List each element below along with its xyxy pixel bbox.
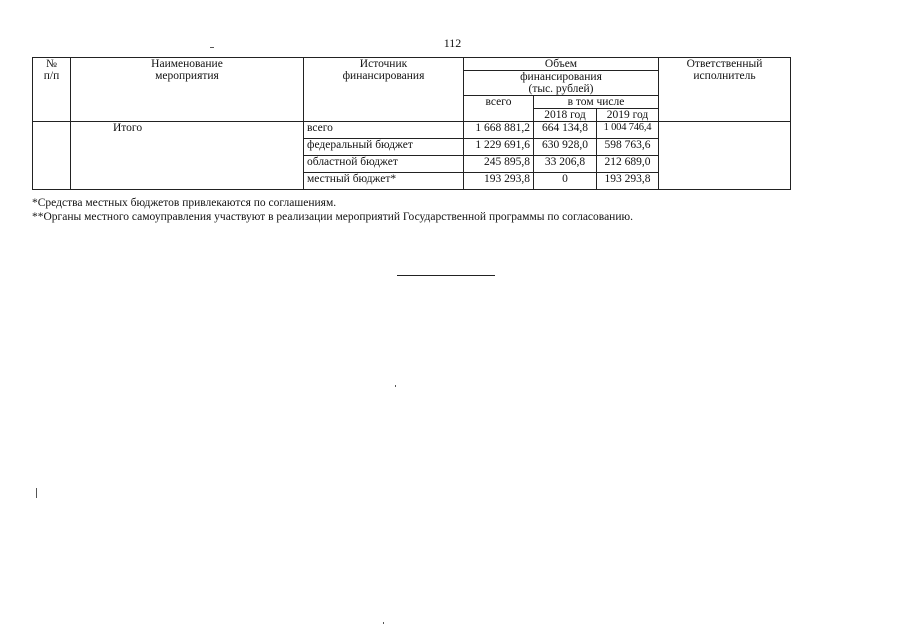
row-source: областной бюджет	[304, 156, 464, 173]
row-2019: 193 293,8	[597, 173, 659, 190]
page-number: 112	[443, 36, 462, 50]
row-2018: 0	[534, 173, 597, 190]
row-2019: 598 763,6	[597, 139, 659, 156]
scan-speck	[210, 47, 214, 48]
header-year-2019: 2019 год	[597, 109, 659, 122]
row-total: 1 668 881,2	[464, 122, 534, 139]
row-2018: 630 928,0	[534, 139, 597, 156]
row-2019: 212 689,0	[597, 156, 659, 173]
row-source: федеральный бюджет	[304, 139, 464, 156]
footnote-local-government: **Органы местного самоуправления участвуют в реализации мероприятий Государственной программы по согласованию.	[32, 211, 633, 223]
responsible-cell	[659, 122, 791, 190]
item-name: Итого	[71, 122, 304, 190]
scan-speck	[36, 488, 37, 498]
header-volume-line2: финансирования	[464, 71, 659, 84]
row-2019: 1 004 746,4	[597, 122, 659, 139]
row-total: 193 293,8	[464, 173, 534, 190]
header-volume-unit: (тыс. рублей)	[464, 83, 659, 96]
scan-speck	[383, 622, 384, 624]
header-including: в том числе	[534, 96, 659, 109]
row-2018: 664 134,8	[534, 122, 597, 139]
header-year-2018: 2018 год	[534, 109, 597, 122]
row-number-cell	[33, 122, 71, 190]
header-number: № п/п	[33, 58, 71, 122]
row-source: местный бюджет*	[304, 173, 464, 190]
header-total: всего	[464, 96, 534, 122]
header-responsible: Ответственный исполнитель	[659, 58, 791, 122]
header-funding-volume: Объем	[464, 58, 659, 71]
header-funding-source: Источник финансирования	[304, 58, 464, 122]
row-total: 1 229 691,6	[464, 139, 534, 156]
row-total: 245 895,8	[464, 156, 534, 173]
row-2018: 33 206,8	[534, 156, 597, 173]
financing-table	[32, 57, 791, 190]
end-of-section-rule	[397, 275, 495, 276]
table-row	[33, 122, 791, 139]
header-measure-name: Наименование мероприятия	[71, 58, 304, 122]
scan-speck	[395, 385, 396, 387]
footnote-local-budgets: *Средства местных бюджетов привлекаются по соглашениям.	[32, 197, 337, 209]
row-source: всего	[304, 122, 464, 139]
